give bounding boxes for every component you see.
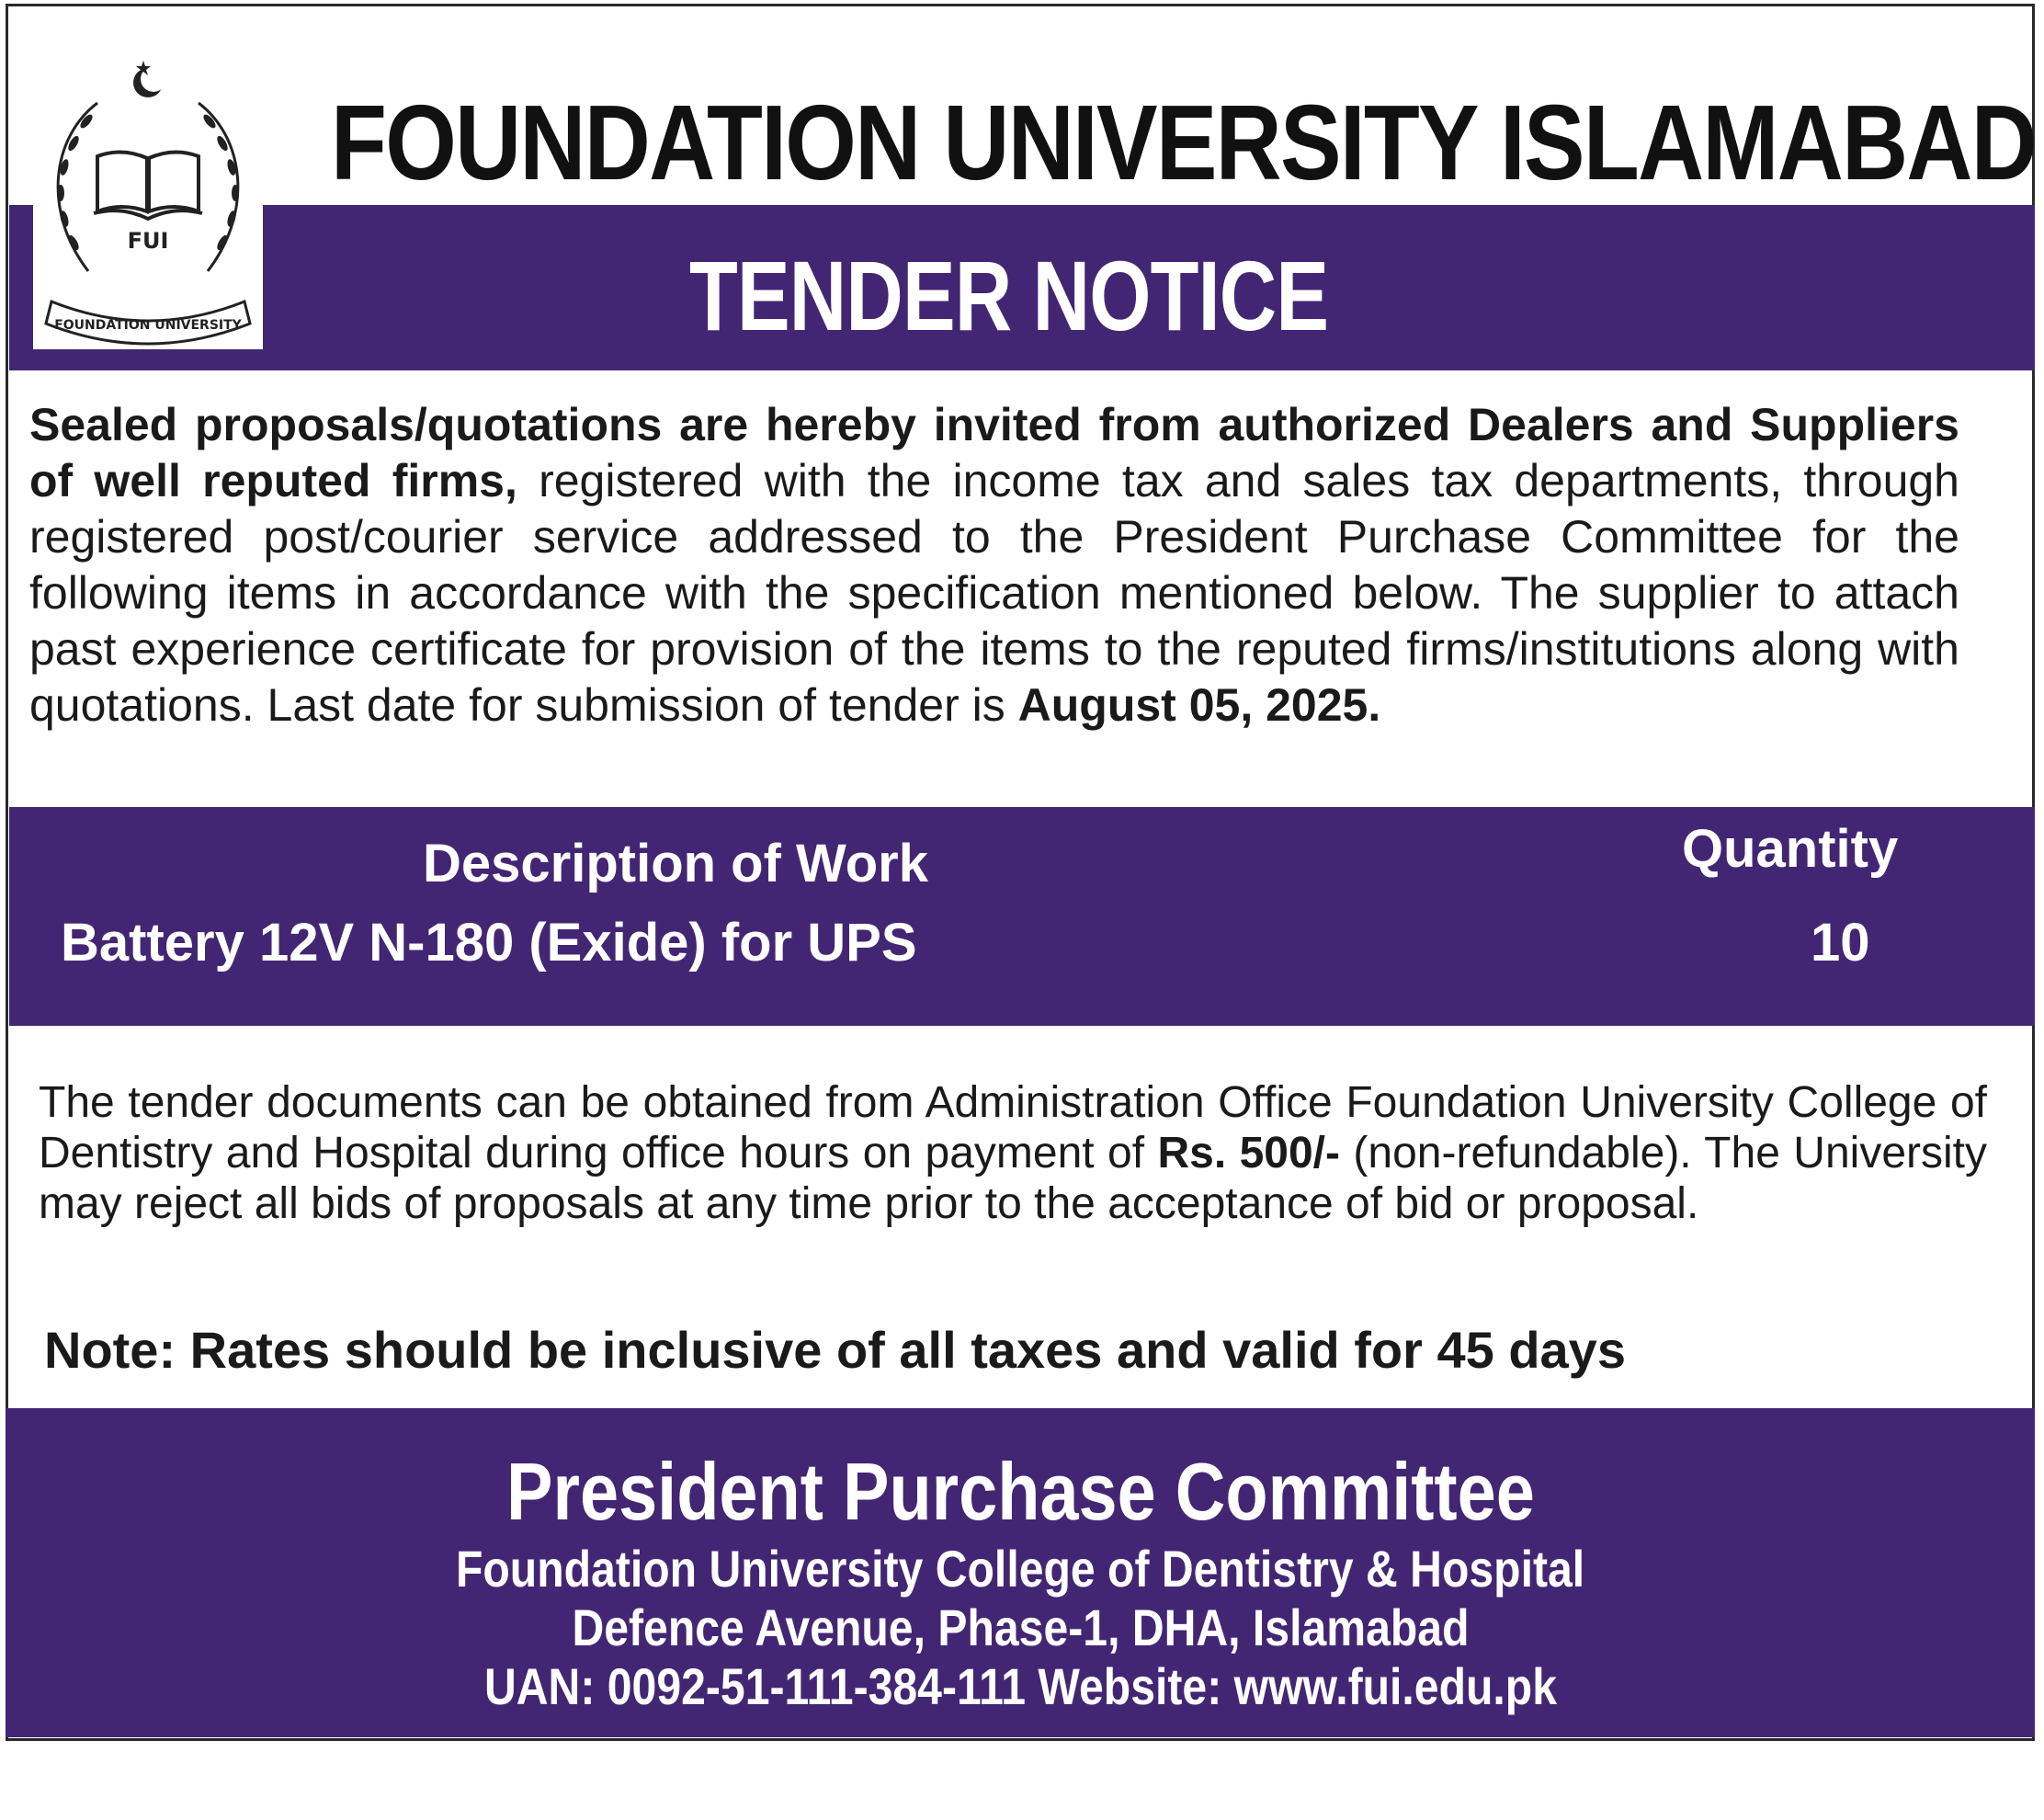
title-band [9, 205, 2035, 370]
item-description: Battery 12V N-180 (Exide) for UPS [61, 913, 917, 973]
document-fee: Rs. 500/- [1157, 1129, 1340, 1177]
documents-text-after: (non-refundable). The University may reject all bids of proposals at any time prior to the acceptance of bid or proposal. [39, 1129, 1988, 1228]
intro-body: registered with the income tax and sales tax departments, through registered post/courier service addressed to the President Purchase Committee for the following items in accordance with the specification mentioned below. The supplier to attach past experience certificate for provision of the items to the reputed firms/institutions along with quotations. Last date for submission of tender is [29, 455, 1959, 731]
column-header-quantity: Quantity [1682, 819, 1899, 879]
committee-name: President Purchase Committee [505, 1446, 1535, 1537]
column-header-description: Description of Work [423, 834, 928, 893]
items-table [9, 807, 2035, 1026]
svg-text:FUI: FUI [127, 228, 169, 254]
documents-paragraph [39, 1077, 1987, 1229]
address: Defence Avenue, Phase-1, DHA, Islamabad [571, 1598, 1470, 1656]
rates-note: Note: Rates should be inclusive of all taxes and valid for 45 days [44, 1321, 1626, 1379]
svg-text:FOUNDATION UNIVERSITY: FOUNDATION UNIVERSITY [54, 318, 242, 333]
fui-emblem-icon [33, 55, 263, 349]
notice-title: TENDER NOTICE [689, 240, 1329, 351]
footer-band [6, 1408, 2035, 1737]
contact-info: UAN: 0092-51-111-384-111 Website: www.fui.edu.pk [483, 1657, 1557, 1715]
university-logo [33, 55, 263, 349]
university-name: FOUNDATION UNIVERSITY ISLAMABAD [331, 83, 2037, 202]
documents-text: The tender documents can be obtained from Administration Office Foundation University College of Dentistry and Hospital during office hours on payment of [39, 1078, 1987, 1177]
intro-paragraph [29, 397, 1959, 734]
college-name: Foundation University College of Dentistry & Hospital [455, 1540, 1585, 1598]
intro-bold-lead: Sealed proposals/quotations are hereby invited from authorized Dealers and Suppliers of well reputed firms, [29, 399, 1959, 506]
submission-deadline: August 05, 2025. [1017, 679, 1381, 731]
item-quantity: 10 [1811, 913, 1870, 973]
